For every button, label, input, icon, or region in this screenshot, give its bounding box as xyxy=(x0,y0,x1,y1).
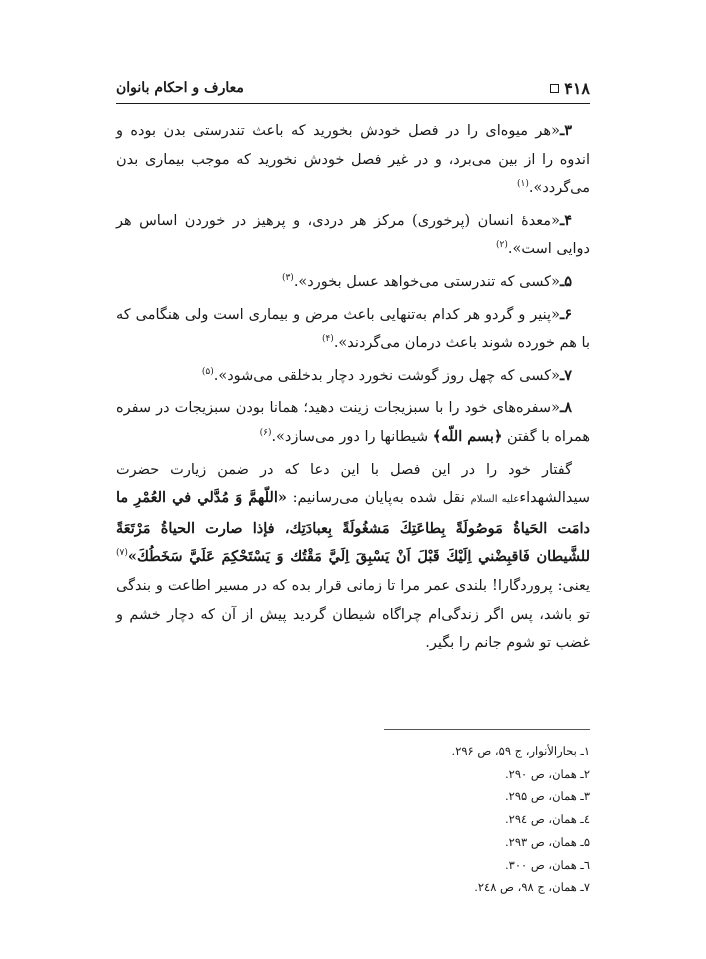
item-number: ۷ـ xyxy=(559,366,572,384)
arabic-prayer: «اللّهمَّ وَ مُدَّلي في العُمْرِ ما دامَت الحَياةُ مَوصُولَةً بِطاعَتِكَ مَشغُولَةً بِعبادَتِك، فإذا صارت الحياةُ مَرْتَعَةً للشَّيطان فَاقبِضْني اِلَيْكَ قَبْلَ اَنْ يَسْبِقَ اِلَيَّ مَقْتُك وَ يَسْتَحْكِمَ عَلَيَّ سَخَطُكَ» xyxy=(116,489,590,566)
salutation-mark: علیه السلام xyxy=(470,494,520,506)
paragraph-text: «کسی که چهل روز گوشت نخورد دچار بدخلقی می‌شود». xyxy=(213,367,560,384)
item-number: ۳ـ xyxy=(559,122,572,139)
paragraph-text-end: شیطانها را دور می‌سازد». xyxy=(271,428,433,445)
paragraph-4 xyxy=(116,207,590,264)
closing-paragraph xyxy=(116,456,590,658)
footnote-ref: (۵) xyxy=(201,366,214,377)
prayer-translation: یعنی: پروردگارا! بلندی عمر مرا تا زمانی قرار بده که در مسیر اطاعت و بندگی تو باشد، پس اگر زندگی‌ام چراگاه شیطان گردید پیش از آن که دچار خشم و غضب تو شوم جانم را بگیر. xyxy=(116,577,590,652)
footnote-item: ۳ـ همان، ص ۲۹۵. xyxy=(505,789,590,804)
bismillah-phrase: ﴿بسم اللّه﴾ xyxy=(432,427,503,445)
header-divider xyxy=(116,103,590,104)
paragraph-text: «سفره‌های خود را با سبزیجات زینت دهید؛ همانا بودن سبزیجات در سفره همراه با گفتن xyxy=(116,400,590,445)
footnote-item: ۷ـ همان، ج ۹۸، ص ۲٤۸. xyxy=(474,880,590,895)
footnote-item: ٤ـ همان، ص ۲۹٤. xyxy=(505,812,590,827)
item-number: ۴ـ xyxy=(559,211,572,229)
paragraph-8 xyxy=(116,394,590,451)
footnote-item: ٦ـ همان، ص ۳۰۰. xyxy=(505,857,590,872)
footnote-divider xyxy=(384,729,590,730)
paragraph-text: «پنیر و گردو هر کدام به‌تنهایی باعث مرض و بیماری است ولی هنگامی که با هم خورده شوند باعث درمان می‌گردند». xyxy=(116,306,590,352)
footnote-ref: (۷) xyxy=(116,548,128,559)
footnote-item: ۵ـ همان، ص ۲۹۳. xyxy=(505,834,590,849)
item-number: ۸ـ xyxy=(559,399,572,417)
item-number: ۵ـ xyxy=(559,272,572,290)
paragraph-7 xyxy=(116,362,590,391)
footnote-ref: (۶) xyxy=(259,428,272,439)
paragraph-5 xyxy=(116,268,590,297)
page-number-group xyxy=(550,79,590,98)
paragraph-text: «هر میوه‌ای را در فصل خودش بخورید که باعث تندرستی بدن بوده و اندوه را از بین می‌برد، و در غیر فصل خودش نخورید که موجب بیماری بدن می‌گردد». xyxy=(116,123,590,197)
footnote-ref: (۲) xyxy=(496,240,508,251)
page-header xyxy=(116,76,590,100)
page-number: ۴۱۸ xyxy=(564,78,590,98)
paragraph-text: «کسی که تندرستی می‌خواهد عسل بخورد». xyxy=(293,273,560,290)
book-title: معارف و احکام بانوان xyxy=(116,80,244,96)
closing-intro: گفتار خود را در این فصل با این دعا که در ضمن زیارت حضرت سیدالشهداء xyxy=(116,461,590,507)
paragraph-6 xyxy=(116,301,590,358)
closing-intro-2: نقل شده به‌پایان می‌رسانیم: xyxy=(286,490,471,507)
footnote-item: ۲ـ همان، ص ۲۹۰. xyxy=(505,766,590,781)
main-text xyxy=(116,117,590,662)
paragraph-text: «معدهٔ انسان (پرخوری) مرکز هر دردی، و پرهیز در خوردن اساس هر دوایی است». xyxy=(116,212,590,258)
item-number: ۶ـ xyxy=(559,305,572,323)
footnote-ref: (۳) xyxy=(281,273,294,284)
paragraph-3 xyxy=(116,117,590,203)
square-bullet-icon xyxy=(550,84,559,93)
footnotes-list xyxy=(116,740,590,899)
footnote-ref: (۴) xyxy=(321,334,334,345)
footnote-item: ۱ـ بحارالأنوار، ج ۵۹، ص ۲۹۶. xyxy=(451,744,590,758)
footnote-ref: (۱) xyxy=(516,179,529,190)
